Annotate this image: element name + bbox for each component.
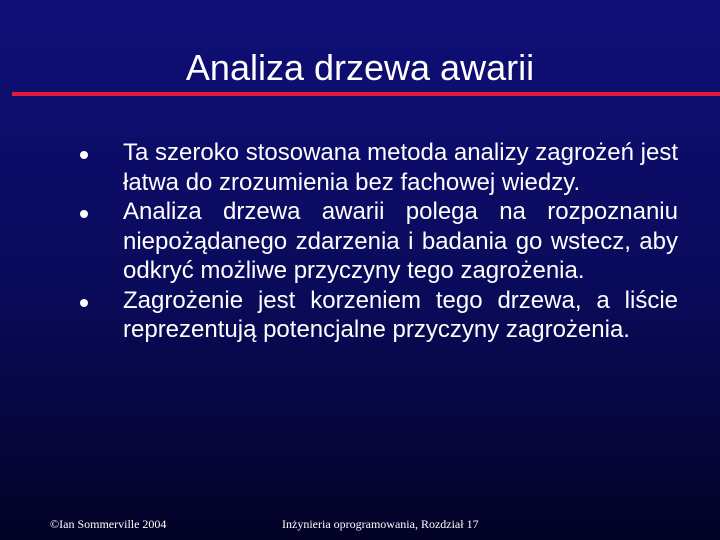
bullet-dot-icon [80, 210, 88, 218]
footer-copyright: ©Ian Sommerville 2004 [50, 517, 167, 531]
bullet-item [80, 286, 678, 345]
bullet-text: Zagrożenie jest korzeniem tego drzewa, a liście reprezentują potencjalne przyczyny zagrożenia. [123, 286, 678, 343]
title-divider [12, 92, 720, 96]
slide-title: Analiza drzewa awarii [185, 47, 535, 88]
bullet-dot-icon [80, 299, 88, 307]
bullet-item [80, 197, 678, 286]
footer-course: Inżynieria oprogramowania, Rozdział 17 [282, 517, 479, 531]
bullet-dot-icon [80, 151, 88, 159]
bullet-item [80, 138, 678, 197]
bullet-text: Ta szeroko stosowana metoda analizy zagrożeń jest łatwa do zrozumienia bez fachowej wiedzy. [123, 139, 678, 196]
bullet-list [80, 138, 678, 345]
bullet-text: Analiza drzewa awarii polega na rozpoznaniu niepożądanego zdarzenia i badania go wstecz, aby odkryć możliwe przyczyny tego zagrożenia. [123, 198, 678, 284]
